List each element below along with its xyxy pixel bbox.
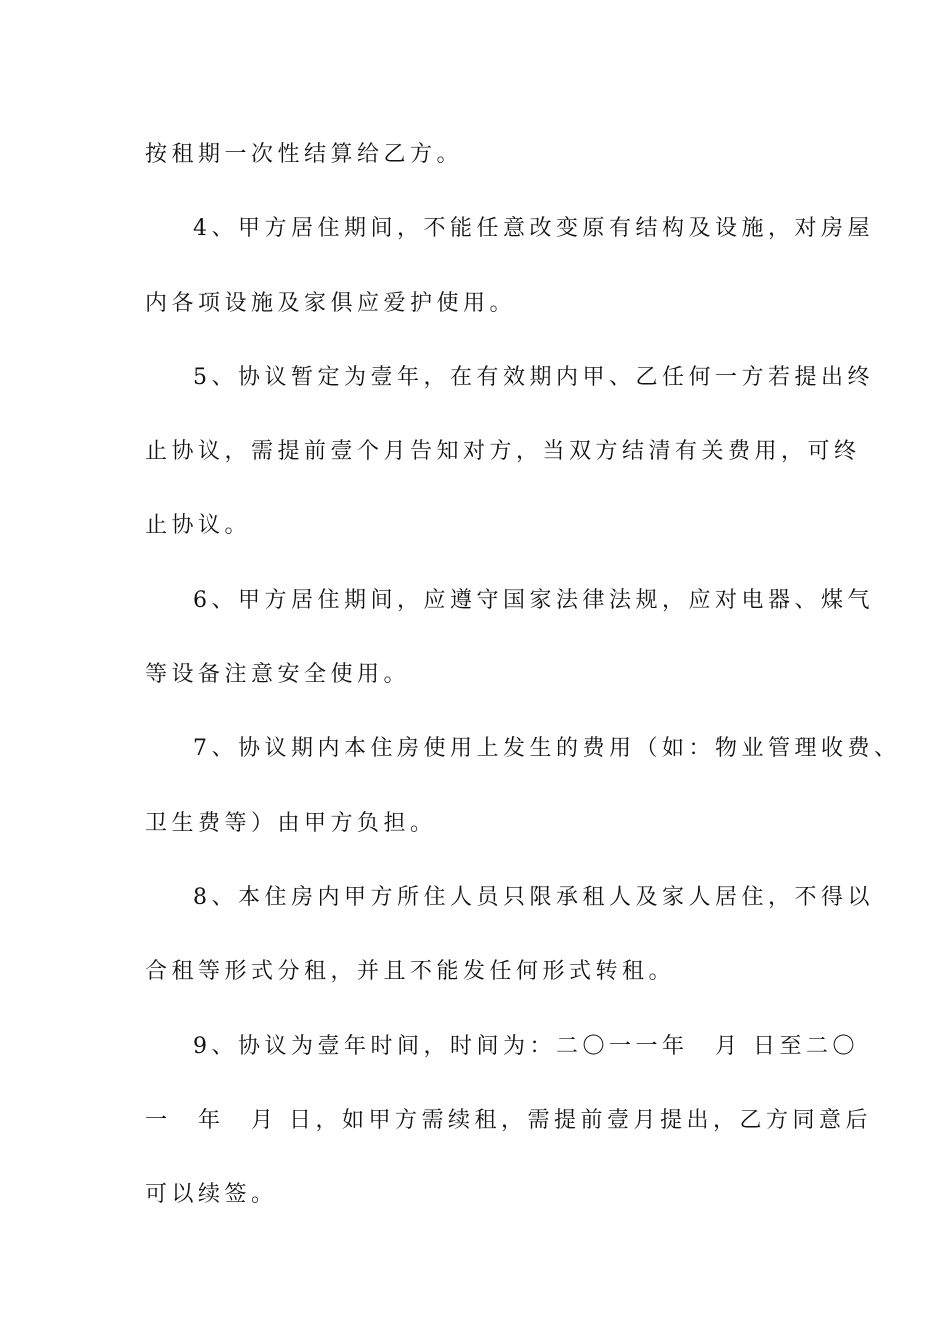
text-line: 等设备注意安全使用。: [145, 662, 411, 688]
text-line: 卫生费等）由甲方负担。: [145, 810, 437, 836]
paragraph-clause-6: [145, 564, 874, 713]
text-line: 8、本住房内甲方所住人员只限承租人及家人居住，不得以: [193, 884, 874, 910]
text-line: 可以续签。: [145, 1182, 278, 1208]
text-line: 5、协议暂定为壹年，在有效期内甲、乙任何一方若提出终: [193, 364, 874, 390]
paragraph-clause-7: [145, 712, 901, 861]
paragraph-payment: [145, 118, 825, 192]
text-line: 按租期一次性结算给乙方。: [145, 142, 464, 167]
text-line: 止协议。: [145, 513, 252, 539]
text-line: 合租等形式分租，并且不能发任何形式转租。: [145, 959, 676, 985]
text-line: 7、协议期内本住房使用上发生的费用（如：物业管理收费、: [193, 736, 901, 762]
paragraph-clause-9: [145, 1010, 872, 1233]
text-line: 止协议，需提前壹个月告知对方，当双方结清有关费用，可终: [145, 439, 861, 465]
text-line: 内各项设施及家俱应爱护使用。: [145, 290, 517, 316]
text-line: 一 年 月 日，如甲方需续租，需提前壹月提出，乙方同意后: [145, 1107, 872, 1133]
paragraph-clause-4: [145, 192, 874, 341]
document-body: [145, 118, 901, 1232]
paragraph-clause-5: [145, 341, 874, 564]
text-line: 6、甲方居住期间，应遵守国家法律法规，应对电器、煤气: [193, 587, 874, 613]
text-line: 4、甲方居住期间，不能任意改变原有结构及设施，对房屋: [193, 216, 874, 242]
paragraph-clause-8: [145, 861, 874, 1010]
text-line: 9、协议为壹年时间，时间为：二〇一一年 月 日至二〇: [193, 1033, 859, 1059]
